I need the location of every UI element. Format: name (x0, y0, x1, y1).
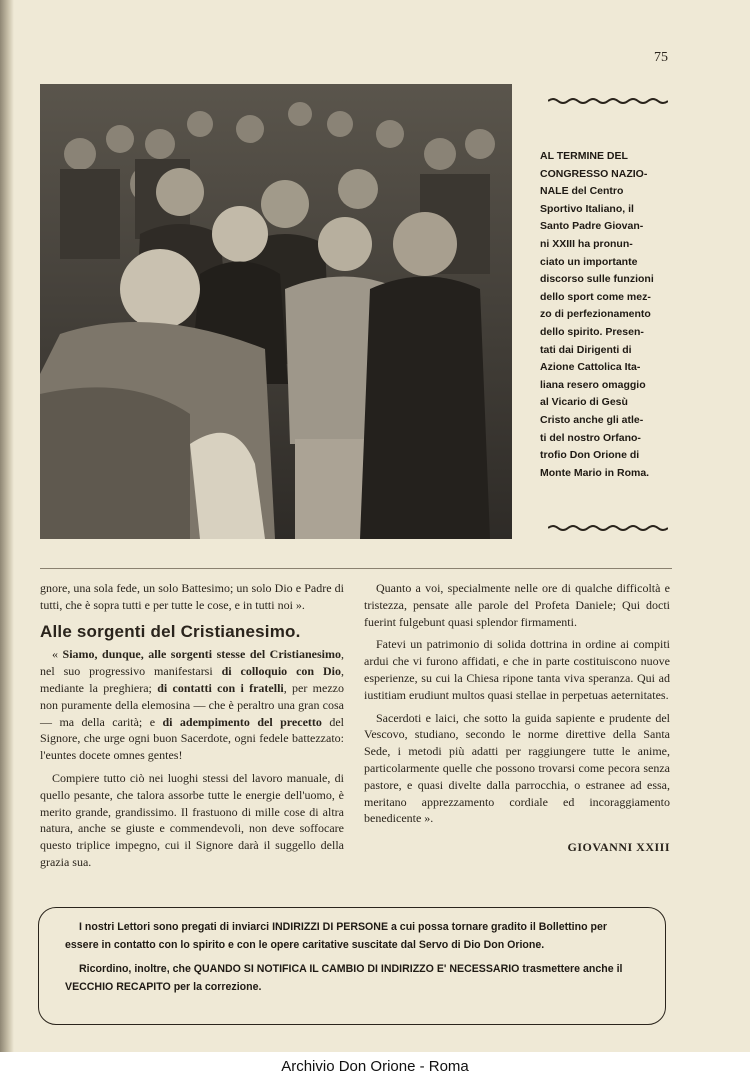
caption-line: Cristo anche gli atle- (540, 413, 644, 426)
paragraph: Sacerdoti e laici, che sotto la guida sapiente e prudente del Vescovo, studiano, secondo le norme direttive della Santa Sede, i metodi più adatti per raggiungere tutte le anime, particolarmente quelle che possono trovarsi come pecora senza pastore, e quasi divelte dalla parrocchia, o estranee ad essa, meritano apprezzamento cordiale ed incoraggiamento benedicente ». (364, 710, 670, 826)
caption-text (540, 148, 672, 482)
caption-line: Azione Cattolica Ita- (540, 361, 641, 374)
caption-line: AL TERMINE DEL (540, 150, 628, 162)
caption-line: zo di perfezionamento (540, 308, 651, 321)
caption-line: NALE del Centro (540, 185, 624, 198)
section-divider (40, 568, 672, 569)
caption-line: ti del nostro Orfano- (540, 431, 641, 444)
article-left-column (40, 580, 344, 871)
section-heading: Alle sorgenti del Cristianesimo. (40, 621, 301, 641)
caption-line: Monte Mario in Roma. (540, 466, 650, 479)
caption-line: al Vicario di Gesù (540, 396, 628, 409)
bold-run: di contatti con i fratelli (157, 680, 284, 695)
bold-run: Siamo, dunque, alle sorgenti stesse del Cristianesimo (62, 647, 342, 662)
caption-line: Santo Padre Giovan- (540, 220, 644, 233)
caption-line: trofio Don Orione di (540, 449, 640, 462)
caption-ornament-top (548, 97, 668, 105)
caption-line: dello sport come mez- (540, 290, 651, 303)
text-run: , per mezzo non puramente della elemosina — che è peraltro una gran cosa — ma della carità; e (40, 680, 344, 729)
caption-line: tati dai Dirigenti di (540, 343, 632, 356)
page-number: 75 (654, 50, 668, 65)
archive-footer: Archivio Don Orione - Roma (0, 1052, 750, 1082)
caption-line: ciato un importante (540, 255, 638, 268)
text-run: , mediante la preghiera; (40, 664, 344, 695)
paragraph: gnore, una sola fede, un solo Battesimo; un solo Dio e Padre di tutti, che è sopra tutti e per tutte le cose, e in tutti noi ». (40, 581, 344, 612)
caption-line: dello spirito. Presen- (540, 325, 644, 338)
photo-illustration (40, 84, 512, 539)
text-run: , nel suo progressivo manifestarsi (40, 647, 345, 679)
photo-caption (540, 92, 672, 504)
text-run: « (52, 647, 63, 662)
caption-line: Sportivo Italiano, il (540, 202, 634, 215)
photo-pope-audience (40, 84, 512, 539)
paragraph: Fatevi un patrimonio di solida dottrina in ordine ai compiti ardui che vi furono affidati, e che in parte costituiscono nuove esperienze, su cui la Chiesa ripone tanta viva speranza. Qui ad iustitiam erudiunt multos quasi stellae in perpetuas aeternitates. (364, 637, 670, 702)
caption-line: ni XXIII ha pronun- (540, 237, 633, 250)
notice-paragraph: I nostri Lettori sono pregati di inviarci INDIRIZZI DI PERSONE a cui possa tornare gradito il Bollettino per essere in contatto con lo spirito e con le opere caritative suscitate dal Servo di Dio Don Orione. (65, 921, 607, 951)
caption-line: discorso sulle funzioni (540, 273, 654, 286)
caption-line: liana resero omaggio (540, 378, 646, 391)
page-binding-edge (0, 0, 14, 1082)
paragraph: Quanto a voi, specialmente nelle ore di qualche difficoltà e tristezza, pensate alle parole del Profeta Daniele; Qui docti fuerint fulgebunt quasi splendor firmamenti. (364, 581, 670, 629)
signature: GIOVANNI XXIII (567, 840, 670, 855)
paragraph-with-emphasis (40, 646, 344, 764)
caption-ornament-bottom (548, 524, 668, 532)
article-right-column (364, 580, 670, 856)
paragraph: Compiere tutto ciò nei luoghi stessi del lavoro manuale, di quello pesante, che talora assorbe tutte le energie dell'uomo, è merito grande, grandissimo. Il frastuono di mille cose di altra natura, anche se giuste e commendevoli, non deve soffocare questo triplice impegno, cui il Signore darà il suggello della grazia sua. (40, 770, 344, 869)
bold-run: di adempimento del precetto (162, 714, 322, 729)
readers-notice-box (38, 907, 666, 1025)
text-run: del Signore, che urge ogni buon Sacerdote, ogni fedele battezzato: l'euntes docete omnes gentes! (40, 714, 344, 763)
bold-run: di colloquio con Dio (221, 664, 341, 679)
caption-line: CONGRESSO NAZIO- (540, 167, 648, 180)
notice-paragraph: Ricordino, inoltre, che QUANDO SI NOTIFICA IL CAMBIO DI INDIRIZZO E' NECESSARIO trasmettere anche il VECCHIO RECAPITO per la correzione. (65, 963, 623, 993)
